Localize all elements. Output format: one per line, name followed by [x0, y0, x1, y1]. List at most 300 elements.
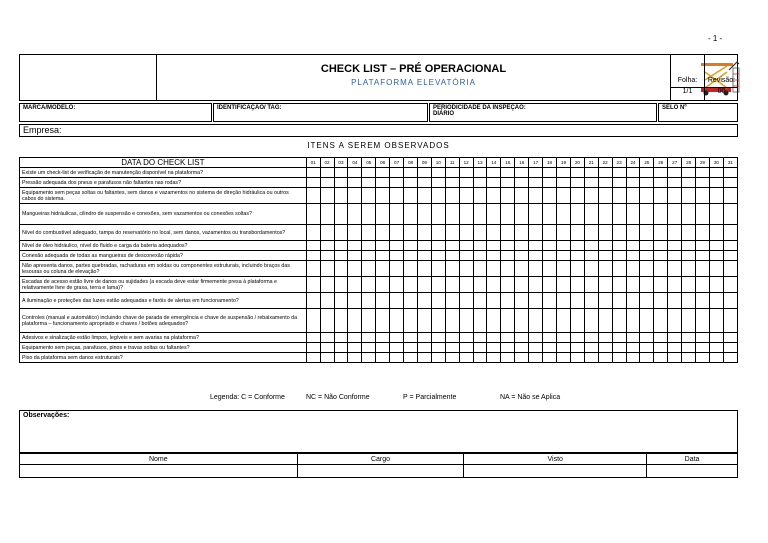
day-check-cell[interactable] [404, 261, 418, 277]
day-check-cell[interactable] [654, 293, 668, 309]
day-check-cell[interactable] [390, 188, 404, 204]
day-check-cell[interactable] [334, 225, 348, 241]
day-check-cell[interactable] [306, 188, 320, 204]
day-check-cell[interactable] [320, 178, 334, 188]
day-check-cell[interactable] [584, 353, 598, 363]
day-check-cell[interactable] [459, 277, 473, 293]
day-check-cell[interactable] [348, 353, 362, 363]
day-check-cell[interactable] [515, 225, 529, 241]
day-check-cell[interactable] [640, 333, 654, 343]
day-check-cell[interactable] [445, 277, 459, 293]
day-check-cell[interactable] [390, 178, 404, 188]
day-check-cell[interactable] [404, 333, 418, 343]
day-check-cell[interactable] [487, 261, 501, 277]
day-check-cell[interactable] [682, 241, 696, 251]
day-check-cell[interactable] [696, 225, 710, 241]
day-check-cell[interactable] [473, 178, 487, 188]
day-check-cell[interactable] [417, 353, 431, 363]
day-check-cell[interactable] [515, 343, 529, 353]
day-check-cell[interactable] [682, 261, 696, 277]
day-check-cell[interactable] [682, 293, 696, 309]
day-check-cell[interactable] [557, 204, 571, 225]
day-check-cell[interactable] [723, 204, 737, 225]
day-check-cell[interactable] [723, 188, 737, 204]
day-check-cell[interactable] [584, 261, 598, 277]
day-check-cell[interactable] [543, 251, 557, 261]
day-check-cell[interactable] [682, 353, 696, 363]
day-check-cell[interactable] [584, 241, 598, 251]
day-check-cell[interactable] [654, 261, 668, 277]
day-check-cell[interactable] [696, 241, 710, 251]
day-check-cell[interactable] [362, 353, 376, 363]
day-check-cell[interactable] [626, 168, 640, 178]
day-check-cell[interactable] [348, 277, 362, 293]
day-check-cell[interactable] [723, 225, 737, 241]
day-check-cell[interactable] [640, 168, 654, 178]
day-check-cell[interactable] [417, 178, 431, 188]
day-check-cell[interactable] [598, 309, 612, 333]
day-check-cell[interactable] [626, 353, 640, 363]
day-check-cell[interactable] [515, 353, 529, 363]
day-check-cell[interactable] [640, 204, 654, 225]
day-check-cell[interactable] [529, 261, 543, 277]
day-check-cell[interactable] [612, 241, 626, 251]
day-check-cell[interactable] [320, 261, 334, 277]
day-check-cell[interactable] [362, 343, 376, 353]
day-check-cell[interactable] [487, 333, 501, 343]
day-check-cell[interactable] [501, 333, 515, 343]
day-check-cell[interactable] [487, 277, 501, 293]
day-check-cell[interactable] [376, 204, 390, 225]
day-check-cell[interactable] [543, 277, 557, 293]
day-check-cell[interactable] [654, 333, 668, 343]
day-check-cell[interactable] [682, 178, 696, 188]
day-check-cell[interactable] [459, 293, 473, 309]
day-check-cell[interactable] [459, 261, 473, 277]
day-check-cell[interactable] [640, 178, 654, 188]
day-check-cell[interactable] [445, 353, 459, 363]
day-check-cell[interactable] [376, 251, 390, 261]
day-check-cell[interactable] [515, 261, 529, 277]
day-check-cell[interactable] [501, 251, 515, 261]
day-check-cell[interactable] [390, 309, 404, 333]
day-check-cell[interactable] [668, 343, 682, 353]
day-check-cell[interactable] [473, 241, 487, 251]
day-check-cell[interactable] [709, 353, 723, 363]
day-check-cell[interactable] [404, 241, 418, 251]
day-check-cell[interactable] [390, 343, 404, 353]
day-check-cell[interactable] [668, 293, 682, 309]
day-check-cell[interactable] [654, 188, 668, 204]
day-check-cell[interactable] [570, 178, 584, 188]
day-check-cell[interactable] [390, 277, 404, 293]
day-check-cell[interactable] [320, 293, 334, 309]
day-check-cell[interactable] [557, 261, 571, 277]
day-check-cell[interactable] [723, 261, 737, 277]
day-check-cell[interactable] [487, 225, 501, 241]
day-check-cell[interactable] [598, 293, 612, 309]
day-check-cell[interactable] [668, 168, 682, 178]
day-check-cell[interactable] [334, 204, 348, 225]
day-check-cell[interactable] [445, 188, 459, 204]
day-check-cell[interactable] [417, 343, 431, 353]
day-check-cell[interactable] [473, 277, 487, 293]
day-check-cell[interactable] [723, 168, 737, 178]
day-check-cell[interactable] [709, 261, 723, 277]
day-check-cell[interactable] [473, 343, 487, 353]
day-check-cell[interactable] [598, 353, 612, 363]
day-check-cell[interactable] [334, 353, 348, 363]
day-check-cell[interactable] [626, 178, 640, 188]
day-check-cell[interactable] [709, 178, 723, 188]
day-check-cell[interactable] [459, 168, 473, 178]
day-check-cell[interactable] [654, 343, 668, 353]
day-check-cell[interactable] [390, 333, 404, 343]
day-check-cell[interactable] [306, 225, 320, 241]
day-check-cell[interactable] [501, 343, 515, 353]
day-check-cell[interactable] [376, 225, 390, 241]
day-check-cell[interactable] [543, 204, 557, 225]
day-check-cell[interactable] [515, 168, 529, 178]
day-check-cell[interactable] [306, 168, 320, 178]
day-check-cell[interactable] [487, 188, 501, 204]
day-check-cell[interactable] [306, 353, 320, 363]
day-check-cell[interactable] [445, 309, 459, 333]
day-check-cell[interactable] [306, 204, 320, 225]
day-check-cell[interactable] [404, 309, 418, 333]
day-check-cell[interactable] [376, 168, 390, 178]
day-check-cell[interactable] [570, 277, 584, 293]
day-check-cell[interactable] [709, 309, 723, 333]
day-check-cell[interactable] [626, 251, 640, 261]
day-check-cell[interactable] [501, 261, 515, 277]
day-check-cell[interactable] [320, 333, 334, 343]
day-check-cell[interactable] [417, 293, 431, 309]
day-check-cell[interactable] [626, 277, 640, 293]
day-check-cell[interactable] [529, 343, 543, 353]
day-check-cell[interactable] [640, 353, 654, 363]
day-check-cell[interactable] [362, 188, 376, 204]
day-check-cell[interactable] [320, 277, 334, 293]
day-check-cell[interactable] [390, 204, 404, 225]
day-check-cell[interactable] [404, 343, 418, 353]
day-check-cell[interactable] [584, 251, 598, 261]
day-check-cell[interactable] [334, 261, 348, 277]
day-check-cell[interactable] [501, 353, 515, 363]
day-check-cell[interactable] [431, 178, 445, 188]
identificacao-field[interactable] [213, 103, 428, 122]
day-check-cell[interactable] [487, 178, 501, 188]
day-check-cell[interactable] [570, 188, 584, 204]
day-check-cell[interactable] [570, 168, 584, 178]
day-check-cell[interactable] [529, 309, 543, 333]
day-check-cell[interactable] [696, 178, 710, 188]
day-check-cell[interactable] [306, 261, 320, 277]
day-check-cell[interactable] [723, 178, 737, 188]
day-check-cell[interactable] [668, 188, 682, 204]
day-check-cell[interactable] [404, 204, 418, 225]
day-check-cell[interactable] [584, 293, 598, 309]
day-check-cell[interactable] [501, 241, 515, 251]
day-check-cell[interactable] [723, 293, 737, 309]
day-check-cell[interactable] [626, 188, 640, 204]
day-check-cell[interactable] [487, 168, 501, 178]
data-input[interactable] [647, 465, 738, 478]
day-check-cell[interactable] [417, 168, 431, 178]
day-check-cell[interactable] [334, 309, 348, 333]
day-check-cell[interactable] [320, 204, 334, 225]
day-check-cell[interactable] [334, 333, 348, 343]
day-check-cell[interactable] [515, 204, 529, 225]
day-check-cell[interactable] [473, 333, 487, 343]
day-check-cell[interactable] [612, 277, 626, 293]
day-check-cell[interactable] [543, 241, 557, 251]
day-check-cell[interactable] [557, 343, 571, 353]
day-check-cell[interactable] [640, 309, 654, 333]
day-check-cell[interactable] [723, 333, 737, 343]
day-check-cell[interactable] [404, 277, 418, 293]
day-check-cell[interactable] [376, 261, 390, 277]
day-check-cell[interactable] [376, 343, 390, 353]
day-check-cell[interactable] [487, 251, 501, 261]
day-check-cell[interactable] [529, 241, 543, 251]
day-check-cell[interactable] [640, 343, 654, 353]
day-check-cell[interactable] [376, 277, 390, 293]
day-check-cell[interactable] [334, 241, 348, 251]
day-check-cell[interactable] [709, 333, 723, 343]
day-check-cell[interactable] [557, 188, 571, 204]
day-check-cell[interactable] [640, 293, 654, 309]
day-check-cell[interactable] [431, 333, 445, 343]
day-check-cell[interactable] [654, 204, 668, 225]
day-check-cell[interactable] [543, 333, 557, 343]
day-check-cell[interactable] [404, 353, 418, 363]
day-check-cell[interactable] [376, 178, 390, 188]
day-check-cell[interactable] [515, 293, 529, 309]
day-check-cell[interactable] [306, 343, 320, 353]
day-check-cell[interactable] [431, 241, 445, 251]
day-check-cell[interactable] [668, 309, 682, 333]
day-check-cell[interactable] [612, 353, 626, 363]
day-check-cell[interactable] [626, 225, 640, 241]
day-check-cell[interactable] [348, 241, 362, 251]
day-check-cell[interactable] [376, 241, 390, 251]
day-check-cell[interactable] [570, 204, 584, 225]
day-check-cell[interactable] [709, 188, 723, 204]
day-check-cell[interactable] [709, 293, 723, 309]
day-check-cell[interactable] [431, 277, 445, 293]
day-check-cell[interactable] [320, 225, 334, 241]
day-check-cell[interactable] [598, 188, 612, 204]
day-check-cell[interactable] [487, 293, 501, 309]
day-check-cell[interactable] [557, 251, 571, 261]
empresa-field[interactable] [19, 124, 738, 137]
day-check-cell[interactable] [473, 204, 487, 225]
day-check-cell[interactable] [709, 225, 723, 241]
day-check-cell[interactable] [640, 188, 654, 204]
day-check-cell[interactable] [584, 343, 598, 353]
day-check-cell[interactable] [515, 309, 529, 333]
day-check-cell[interactable] [445, 343, 459, 353]
day-check-cell[interactable] [362, 333, 376, 343]
day-check-cell[interactable] [487, 204, 501, 225]
day-check-cell[interactable] [682, 204, 696, 225]
day-check-cell[interactable] [334, 168, 348, 178]
day-check-cell[interactable] [640, 261, 654, 277]
day-check-cell[interactable] [696, 188, 710, 204]
day-check-cell[interactable] [431, 204, 445, 225]
day-check-cell[interactable] [306, 293, 320, 309]
day-check-cell[interactable] [557, 178, 571, 188]
day-check-cell[interactable] [557, 309, 571, 333]
day-check-cell[interactable] [529, 293, 543, 309]
day-check-cell[interactable] [431, 188, 445, 204]
day-check-cell[interactable] [362, 261, 376, 277]
day-check-cell[interactable] [445, 333, 459, 343]
day-check-cell[interactable] [404, 168, 418, 178]
day-check-cell[interactable] [709, 251, 723, 261]
day-check-cell[interactable] [362, 168, 376, 178]
day-check-cell[interactable] [723, 251, 737, 261]
day-check-cell[interactable] [598, 225, 612, 241]
day-check-cell[interactable] [696, 277, 710, 293]
day-check-cell[interactable] [334, 343, 348, 353]
day-check-cell[interactable] [515, 241, 529, 251]
day-check-cell[interactable] [445, 251, 459, 261]
day-check-cell[interactable] [417, 277, 431, 293]
day-check-cell[interactable] [612, 261, 626, 277]
day-check-cell[interactable] [696, 343, 710, 353]
day-check-cell[interactable] [626, 309, 640, 333]
day-check-cell[interactable] [459, 204, 473, 225]
day-check-cell[interactable] [473, 353, 487, 363]
day-check-cell[interactable] [654, 225, 668, 241]
day-check-cell[interactable] [376, 309, 390, 333]
day-check-cell[interactable] [334, 178, 348, 188]
day-check-cell[interactable] [362, 241, 376, 251]
day-check-cell[interactable] [529, 251, 543, 261]
day-check-cell[interactable] [417, 204, 431, 225]
day-check-cell[interactable] [696, 333, 710, 343]
day-check-cell[interactable] [612, 251, 626, 261]
day-check-cell[interactable] [306, 178, 320, 188]
day-check-cell[interactable] [696, 309, 710, 333]
day-check-cell[interactable] [376, 188, 390, 204]
day-check-cell[interactable] [612, 293, 626, 309]
day-check-cell[interactable] [640, 251, 654, 261]
day-check-cell[interactable] [431, 251, 445, 261]
day-check-cell[interactable] [501, 309, 515, 333]
day-check-cell[interactable] [543, 343, 557, 353]
nome-input[interactable] [20, 465, 298, 478]
day-check-cell[interactable] [557, 333, 571, 343]
day-check-cell[interactable] [390, 168, 404, 178]
day-check-cell[interactable] [362, 251, 376, 261]
day-check-cell[interactable] [459, 251, 473, 261]
day-check-cell[interactable] [362, 277, 376, 293]
day-check-cell[interactable] [445, 241, 459, 251]
day-check-cell[interactable] [654, 309, 668, 333]
day-check-cell[interactable] [696, 293, 710, 309]
day-check-cell[interactable] [543, 309, 557, 333]
day-check-cell[interactable] [682, 309, 696, 333]
day-check-cell[interactable] [459, 225, 473, 241]
day-check-cell[interactable] [501, 204, 515, 225]
day-check-cell[interactable] [362, 293, 376, 309]
day-check-cell[interactable] [487, 343, 501, 353]
day-check-cell[interactable] [723, 241, 737, 251]
day-check-cell[interactable] [570, 353, 584, 363]
marca-modelo-field[interactable] [19, 103, 212, 122]
day-check-cell[interactable] [362, 204, 376, 225]
day-check-cell[interactable] [682, 343, 696, 353]
day-check-cell[interactable] [417, 251, 431, 261]
day-check-cell[interactable] [543, 353, 557, 363]
day-check-cell[interactable] [306, 277, 320, 293]
day-check-cell[interactable] [348, 168, 362, 178]
day-check-cell[interactable] [431, 225, 445, 241]
day-check-cell[interactable] [598, 261, 612, 277]
day-check-cell[interactable] [668, 277, 682, 293]
day-check-cell[interactable] [376, 293, 390, 309]
day-check-cell[interactable] [390, 225, 404, 241]
day-check-cell[interactable] [431, 293, 445, 309]
day-check-cell[interactable] [473, 168, 487, 178]
day-check-cell[interactable] [612, 204, 626, 225]
day-check-cell[interactable] [348, 225, 362, 241]
day-check-cell[interactable] [459, 241, 473, 251]
day-check-cell[interactable] [348, 309, 362, 333]
day-check-cell[interactable] [598, 343, 612, 353]
day-check-cell[interactable] [529, 277, 543, 293]
day-check-cell[interactable] [362, 309, 376, 333]
day-check-cell[interactable] [557, 277, 571, 293]
day-check-cell[interactable] [696, 251, 710, 261]
day-check-cell[interactable] [501, 225, 515, 241]
day-check-cell[interactable] [390, 353, 404, 363]
day-check-cell[interactable] [696, 204, 710, 225]
day-check-cell[interactable] [626, 204, 640, 225]
day-check-cell[interactable] [584, 277, 598, 293]
day-check-cell[interactable] [709, 204, 723, 225]
day-check-cell[interactable] [431, 261, 445, 277]
day-check-cell[interactable] [306, 241, 320, 251]
day-check-cell[interactable] [543, 293, 557, 309]
day-check-cell[interactable] [626, 293, 640, 309]
day-check-cell[interactable] [320, 353, 334, 363]
day-check-cell[interactable] [417, 309, 431, 333]
day-check-cell[interactable] [445, 293, 459, 309]
day-check-cell[interactable] [348, 178, 362, 188]
day-check-cell[interactable] [529, 204, 543, 225]
day-check-cell[interactable] [570, 343, 584, 353]
day-check-cell[interactable] [626, 333, 640, 343]
visto-input[interactable] [464, 465, 647, 478]
day-check-cell[interactable] [404, 225, 418, 241]
day-check-cell[interactable] [348, 333, 362, 343]
day-check-cell[interactable] [598, 277, 612, 293]
day-check-cell[interactable] [515, 178, 529, 188]
day-check-cell[interactable] [362, 225, 376, 241]
day-check-cell[interactable] [459, 188, 473, 204]
day-check-cell[interactable] [445, 261, 459, 277]
day-check-cell[interactable] [529, 353, 543, 363]
day-check-cell[interactable] [598, 178, 612, 188]
day-check-cell[interactable] [570, 251, 584, 261]
day-check-cell[interactable] [515, 188, 529, 204]
observacoes-field[interactable] [19, 410, 738, 453]
day-check-cell[interactable] [696, 261, 710, 277]
